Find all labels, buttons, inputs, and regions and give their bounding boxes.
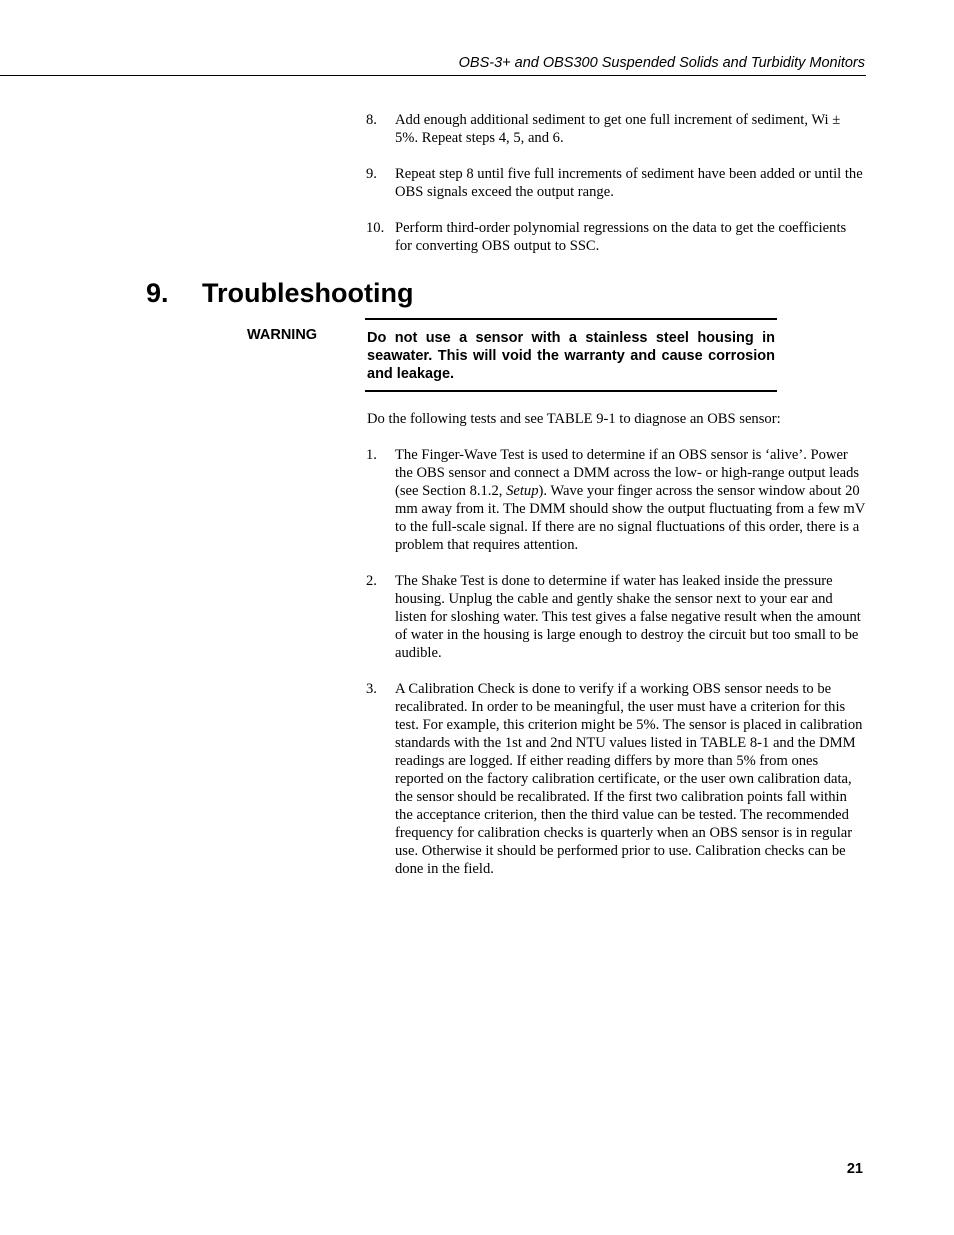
test-number: 3. — [366, 681, 377, 697]
intro-paragraph: Do the following tests and see TABLE 9-1 to diagnose an OBS sensor: — [367, 411, 781, 427]
test-text — [395, 447, 865, 553]
warning-box — [365, 318, 777, 392]
test-number: 1. — [366, 447, 377, 463]
list-item — [366, 680, 866, 878]
troubleshooting-tests-list — [366, 446, 866, 878]
warning-text: Do not use a sensor with a stainless steel housing in seawater. This will void the warranty and cause corrosion and leakage. — [367, 330, 775, 382]
test-text: The Shake Test is done to determine if water has leaked inside the pressure housing. Unplug the cable and gently shake the sensor next to your ear and listen for sloshing water. This test gives a false negative result when the amount of water in the housing is large enough to destroy the circuit but too small to be audible. — [395, 573, 861, 661]
test-text: A Calibration Check is done to verify if a working OBS sensor needs to be recalibrated. In order to be meaningful, the user must have a criterion for this test. For example, this criterion might be 5%. The sensor is placed in calibration standards with the 1st and 2nd NTU values listed in TABLE 8-1 and the DMM readings are logged. If either reading differs by more than 5% from ones reported on the factory calibration certificate, or the user own calibration data, the sensor should be recalibrated. If the first two calibration points fall within the acceptance criterion, then the third value can be tested. The recommended frequency for calibration checks is quarterly when an OBS sensor is in regular use. Otherwise it should be performed prior to use. Calibration checks can be done in the field. — [395, 681, 863, 877]
section-title: Troubleshooting — [202, 278, 414, 308]
test-number: 2. — [366, 573, 377, 589]
list-item — [366, 572, 866, 662]
step-text: Perform third-order polynomial regressions on the data to get the coefficients for converting OBS output to SSC. — [395, 220, 847, 254]
list-item — [366, 165, 866, 201]
test-text-before: The Finger-Wave Test is used to determine if an OBS sensor is ‘alive’. Power the OBS sensor and connect a DMM across the low- or high-range output leads (see Section 8.1.2, — [395, 447, 860, 499]
list-item — [366, 219, 866, 255]
setup-reference: Setup — [506, 483, 539, 499]
section-number: 9. — [146, 278, 169, 308]
step-text: Add enough additional sediment to get one full increment of sediment, Wi ± 5%. Repeat steps 4, 5, and 6. — [395, 112, 841, 146]
header-rule — [0, 75, 866, 76]
list-item — [366, 446, 866, 554]
step-number: 8. — [366, 112, 377, 128]
warning-label: WARNING — [247, 327, 318, 343]
page-number: 21 — [846, 1161, 863, 1177]
step-number: 9. — [366, 166, 377, 182]
step-number: 10. — [366, 220, 385, 236]
step-text: Repeat step 8 until five full increments of sediment have been added or until the OBS signals exceed the output range. — [395, 166, 863, 200]
running-header: OBS-3+ and OBS300 Suspended Solids and Turbidity Monitors — [458, 55, 865, 71]
test-text-after: ). Wave your finger across the sensor window about 20 mm away from it. The DMM should show the output fluctuating from a few mV to the full-scale signal. If there are no signal fluctuations of this order, there is a problem that requires attention. — [395, 483, 866, 553]
calibration-steps-list — [366, 111, 866, 255]
list-item — [366, 111, 866, 147]
section-heading — [146, 277, 413, 309]
